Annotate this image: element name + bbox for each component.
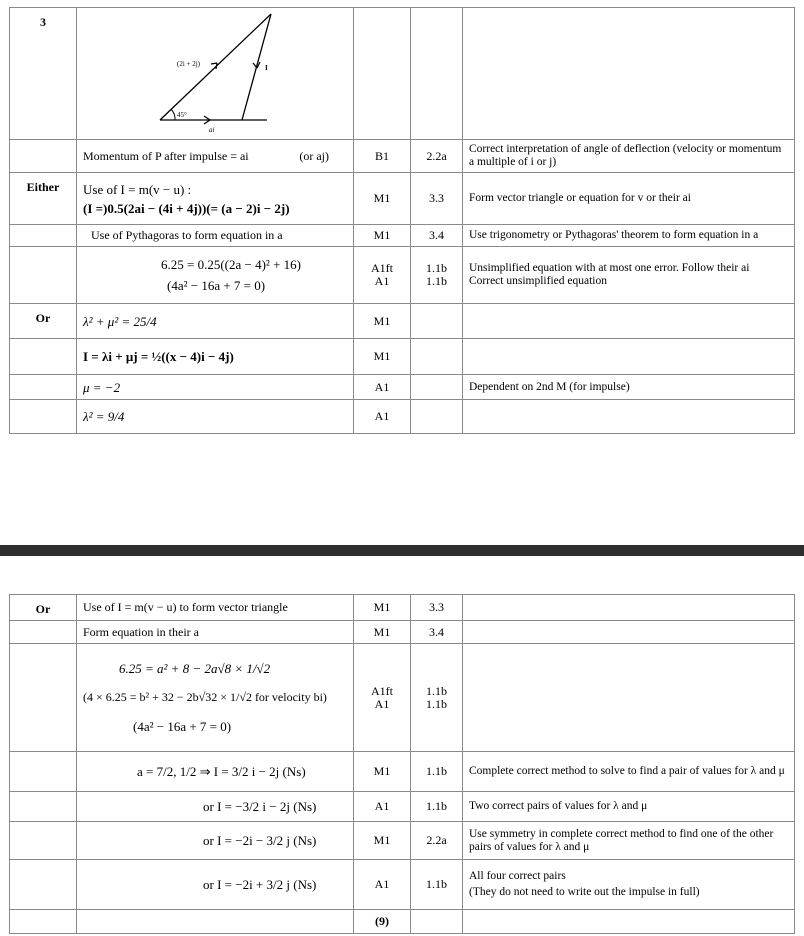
table-row (10, 910, 795, 934)
working-equation: μ = −2 (77, 375, 354, 400)
comment: Dependent on 2nd M (for impulse) (463, 375, 795, 400)
diagram-cell (77, 8, 354, 140)
diagram-label-side: (2i + 2j) (177, 60, 200, 68)
comment: Correct unsimplified equation (469, 275, 607, 287)
mark: A1 (354, 792, 411, 822)
ao (411, 304, 463, 339)
ao: 3.4 (411, 225, 463, 247)
ao: 1.1b (411, 752, 463, 792)
table-row (10, 644, 795, 752)
mark: A1ft (371, 261, 393, 275)
comment: Use trigonometry or Pythagoras' theorem to form equation in a (463, 225, 795, 247)
mark-scheme-table-1 (9, 7, 795, 434)
table-row (10, 400, 795, 434)
mark-scheme-page-2 (0, 556, 804, 936)
comment (463, 339, 795, 375)
method-label: Or (10, 595, 77, 621)
table-row (10, 792, 795, 822)
comment: All four correct pairs (469, 870, 566, 882)
working-equation: or I = −2i − 3/2 j (Ns) (77, 822, 354, 860)
working-equation: 6.25 = 0.25((2a − 4)² + 16) (161, 257, 301, 272)
mark: M1 (354, 822, 411, 860)
ao: 1.1b (411, 792, 463, 822)
ao: 1.1b (426, 683, 447, 698)
mark: A1 (354, 400, 411, 434)
working-text (77, 910, 354, 934)
working-equation: I = λi + μj = ½((x − 4)i − 4j) (77, 339, 354, 375)
working-equation: (I =)0.5(2ai − (4i + 4j))(= (a − 2)i − 2j) (83, 200, 290, 216)
working-text: Use of I = m(v − u) to form vector triangle (77, 595, 354, 621)
mark: A1ft (371, 683, 393, 698)
mark-scheme-table-2 (9, 594, 795, 934)
comment (463, 621, 795, 644)
comment: Two correct pairs of values for λ and μ (463, 792, 795, 822)
working-equation: 6.25 = a² + 8 − 2a√8 × 1/√2 (119, 661, 271, 676)
ao (411, 400, 463, 434)
ao: 1.1b (411, 860, 463, 910)
method-label: Or (10, 304, 77, 339)
ao: 3.4 (411, 621, 463, 644)
comment: Use symmetry in complete correct method to find one of the other pairs of values for λ and μ (463, 822, 795, 860)
working-equation: or I = −2i + 3/2 j (Ns) (77, 860, 354, 910)
mark: M1 (354, 752, 411, 792)
vector-triangle-diagram (77, 8, 352, 139)
table-row (10, 247, 795, 304)
comment (463, 644, 795, 752)
working-simplified: (4a² − 16a + 7 = 0) (133, 719, 232, 734)
working-velocity-equation: (4 × 6.25 = b² + 32 − 2b√32 × 1/√2 for velocity bi) (83, 690, 327, 704)
comment: Correct interpretation of angle of deflection (velocity or momentum a multiple of i or j) (463, 140, 795, 173)
working-equation: λ² = 9/4 (77, 400, 354, 434)
ao: 2.2a (411, 822, 463, 860)
table-row (10, 173, 795, 225)
question-number: 3 (10, 8, 77, 140)
working-equation: λ² + μ² = 25/4 (77, 304, 354, 339)
mark: A1 (354, 375, 411, 400)
comment: (They do not need to write out the impulse in full) (469, 886, 700, 898)
ao: 1.1b (426, 261, 447, 275)
ao (411, 339, 463, 375)
ao: 1.1b (426, 696, 447, 711)
diagram-label-angle: 45° (177, 111, 187, 119)
table-row (10, 339, 795, 375)
table-row (10, 621, 795, 644)
comment (463, 400, 795, 434)
comment: Complete correct method to solve to find a pair of values for λ and μ (463, 752, 795, 792)
ao (411, 375, 463, 400)
table-row (10, 304, 795, 339)
ao (411, 910, 463, 934)
table-row (10, 375, 795, 400)
working-equation: or I = −3/2 i − 2j (Ns) (77, 792, 354, 822)
working-text: Use of I = m(v − u) : (83, 181, 192, 197)
total-marks: (9) (354, 910, 411, 934)
mark: M1 (354, 595, 411, 621)
working-alt: (or aj) (299, 148, 329, 163)
mark: A1 (374, 696, 390, 711)
table-row (10, 140, 795, 173)
mark: B1 (354, 140, 411, 173)
working-simplified: (4a² − 16a + 7 = 0) (167, 278, 266, 293)
mark: A1 (374, 274, 390, 288)
ao: 3.3 (411, 173, 463, 225)
comment (463, 304, 795, 339)
working-text: Use of Pythagoras to form equation in a (77, 225, 354, 247)
mark: A1 (354, 860, 411, 910)
comment (463, 595, 795, 621)
mark: M1 (354, 339, 411, 375)
ao: 3.3 (411, 595, 463, 621)
diagram-label-ai: ai (209, 126, 215, 134)
comment: Unsimplified equation with at most one error. Follow their ai (469, 262, 750, 274)
mark: M1 (354, 225, 411, 247)
method-label: Either (10, 173, 77, 225)
working-equation: a = 7/2, 1/2 ⇒ I = 3/2 i − 2j (Ns) (77, 752, 354, 792)
table-row (10, 595, 795, 621)
mark: M1 (354, 173, 411, 225)
ao: 2.2a (411, 140, 463, 173)
diagram-label-impulse: I (265, 64, 268, 72)
table-row (10, 752, 795, 792)
mark: M1 (354, 304, 411, 339)
working-text: Momentum of P after impulse = ai (83, 148, 249, 163)
comment (463, 910, 795, 934)
mark: M1 (354, 621, 411, 644)
table-row (10, 860, 795, 910)
page-separator (0, 545, 804, 556)
table-row (10, 822, 795, 860)
comment: Form vector triangle or equation for v or their ai (463, 173, 795, 225)
working-text: Form equation in their a (77, 621, 354, 644)
table-row (10, 225, 795, 247)
ao: 1.1b (426, 274, 447, 288)
